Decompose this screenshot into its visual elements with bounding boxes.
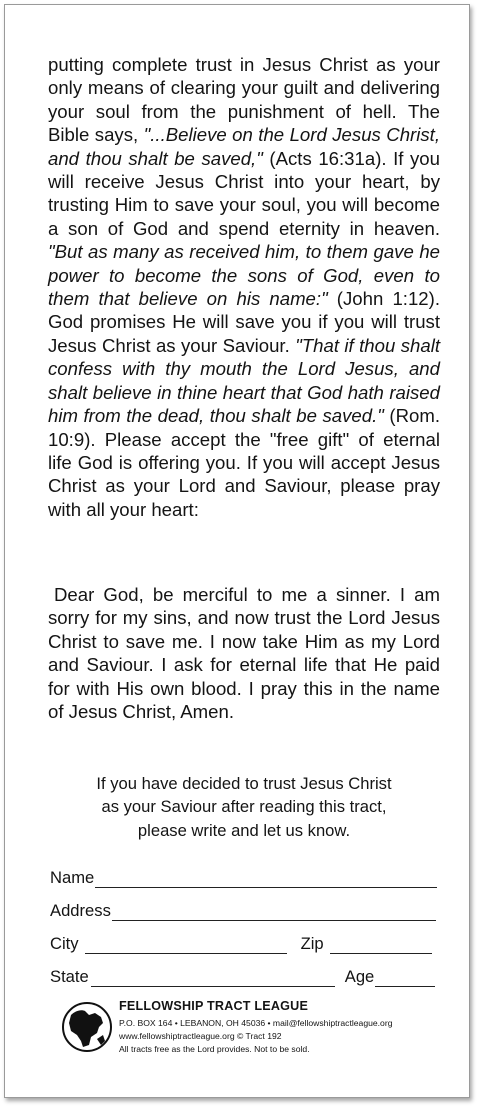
address-line[interactable] xyxy=(112,902,436,921)
notice-line: If you have decided to trust Jesus Christ xyxy=(96,774,392,793)
city-line[interactable] xyxy=(85,935,287,954)
response-form xyxy=(50,855,440,987)
state-age-row xyxy=(50,954,440,987)
org-notice: All tracts free as the Lord provides. Not to be sold. xyxy=(119,1044,310,1054)
org-name: FELLOWSHIP TRACT LEAGUE xyxy=(119,999,309,1013)
age-label: Age xyxy=(344,967,375,986)
body-paragraph xyxy=(48,53,440,521)
body-text-segment: (Acts 16:31a). If you will receive Jesus Christ into your heart, by trusting Him to save your soul, you will become a son of God and spend eternity in heaven. xyxy=(48,147,440,239)
tract-card xyxy=(4,4,470,1098)
publisher-footer xyxy=(61,999,451,1059)
body-text-segment: (Rom. 10:9). Please accept the "free gift" of eternal life God is offering you. If you will accept Jesus Christ as your Lord and Saviour, please pray with all your heart: xyxy=(48,405,440,520)
scripture-quote: "...Believe on the Lord Jesus Christ, and thou shalt be saved," xyxy=(48,124,440,169)
org-address: P.O. BOX 164 • LEBANON, OH 45036 • mail@fellowshiptractleague.org xyxy=(119,1018,393,1028)
state-label: State xyxy=(50,967,89,986)
zip-label: Zip xyxy=(300,934,324,953)
notice-line: as your Saviour after reading this tract, xyxy=(101,797,387,817)
scripture-quote: "That if thou shalt confess with thy mouth the Lord Jesus, and shalt believe in thine heart that God hath raised him from the dead, thou shalt be saved." xyxy=(48,334,440,427)
body-text-segment: putting complete trust in Jesus Christ as your only means of clearing your guilt and delivering your soul from the punishment of hell. The Bible says, xyxy=(48,54,440,146)
body-text-segment: (John 1:12). God promises He will save you if you will trust Jesus Christ as your Saviour. xyxy=(48,288,440,356)
name-line[interactable] xyxy=(95,869,437,888)
name-label: Name xyxy=(50,868,95,887)
org-website: www.fellowshiptractleague.org © Tract 192 xyxy=(119,1031,282,1041)
address-row xyxy=(50,888,440,921)
notice-line: please write and let us know. xyxy=(137,820,351,840)
city-label: City xyxy=(50,934,79,953)
scripture-quote: "But as many as received him, to them gave he power to become the sons of God, even to them that believe on his name:" xyxy=(48,241,440,310)
globe-map-icon xyxy=(61,1001,113,1053)
city-zip-row xyxy=(50,921,440,954)
prayer-paragraph: Dear God, be merciful to me a sinner. I am sorry for my sins, and now trust the Lord Jesus Christ to save me. I now take Him as my Lord and Saviour. I ask for eternal life that He paid for with His own blood. I pray this in the name of Jesus Christ, Amen. xyxy=(48,584,440,723)
name-row xyxy=(50,855,440,888)
state-line[interactable] xyxy=(91,968,335,987)
address-label: Address xyxy=(50,901,111,920)
age-line[interactable] xyxy=(375,968,435,987)
zip-line[interactable] xyxy=(330,935,432,954)
response-notice xyxy=(48,772,440,842)
